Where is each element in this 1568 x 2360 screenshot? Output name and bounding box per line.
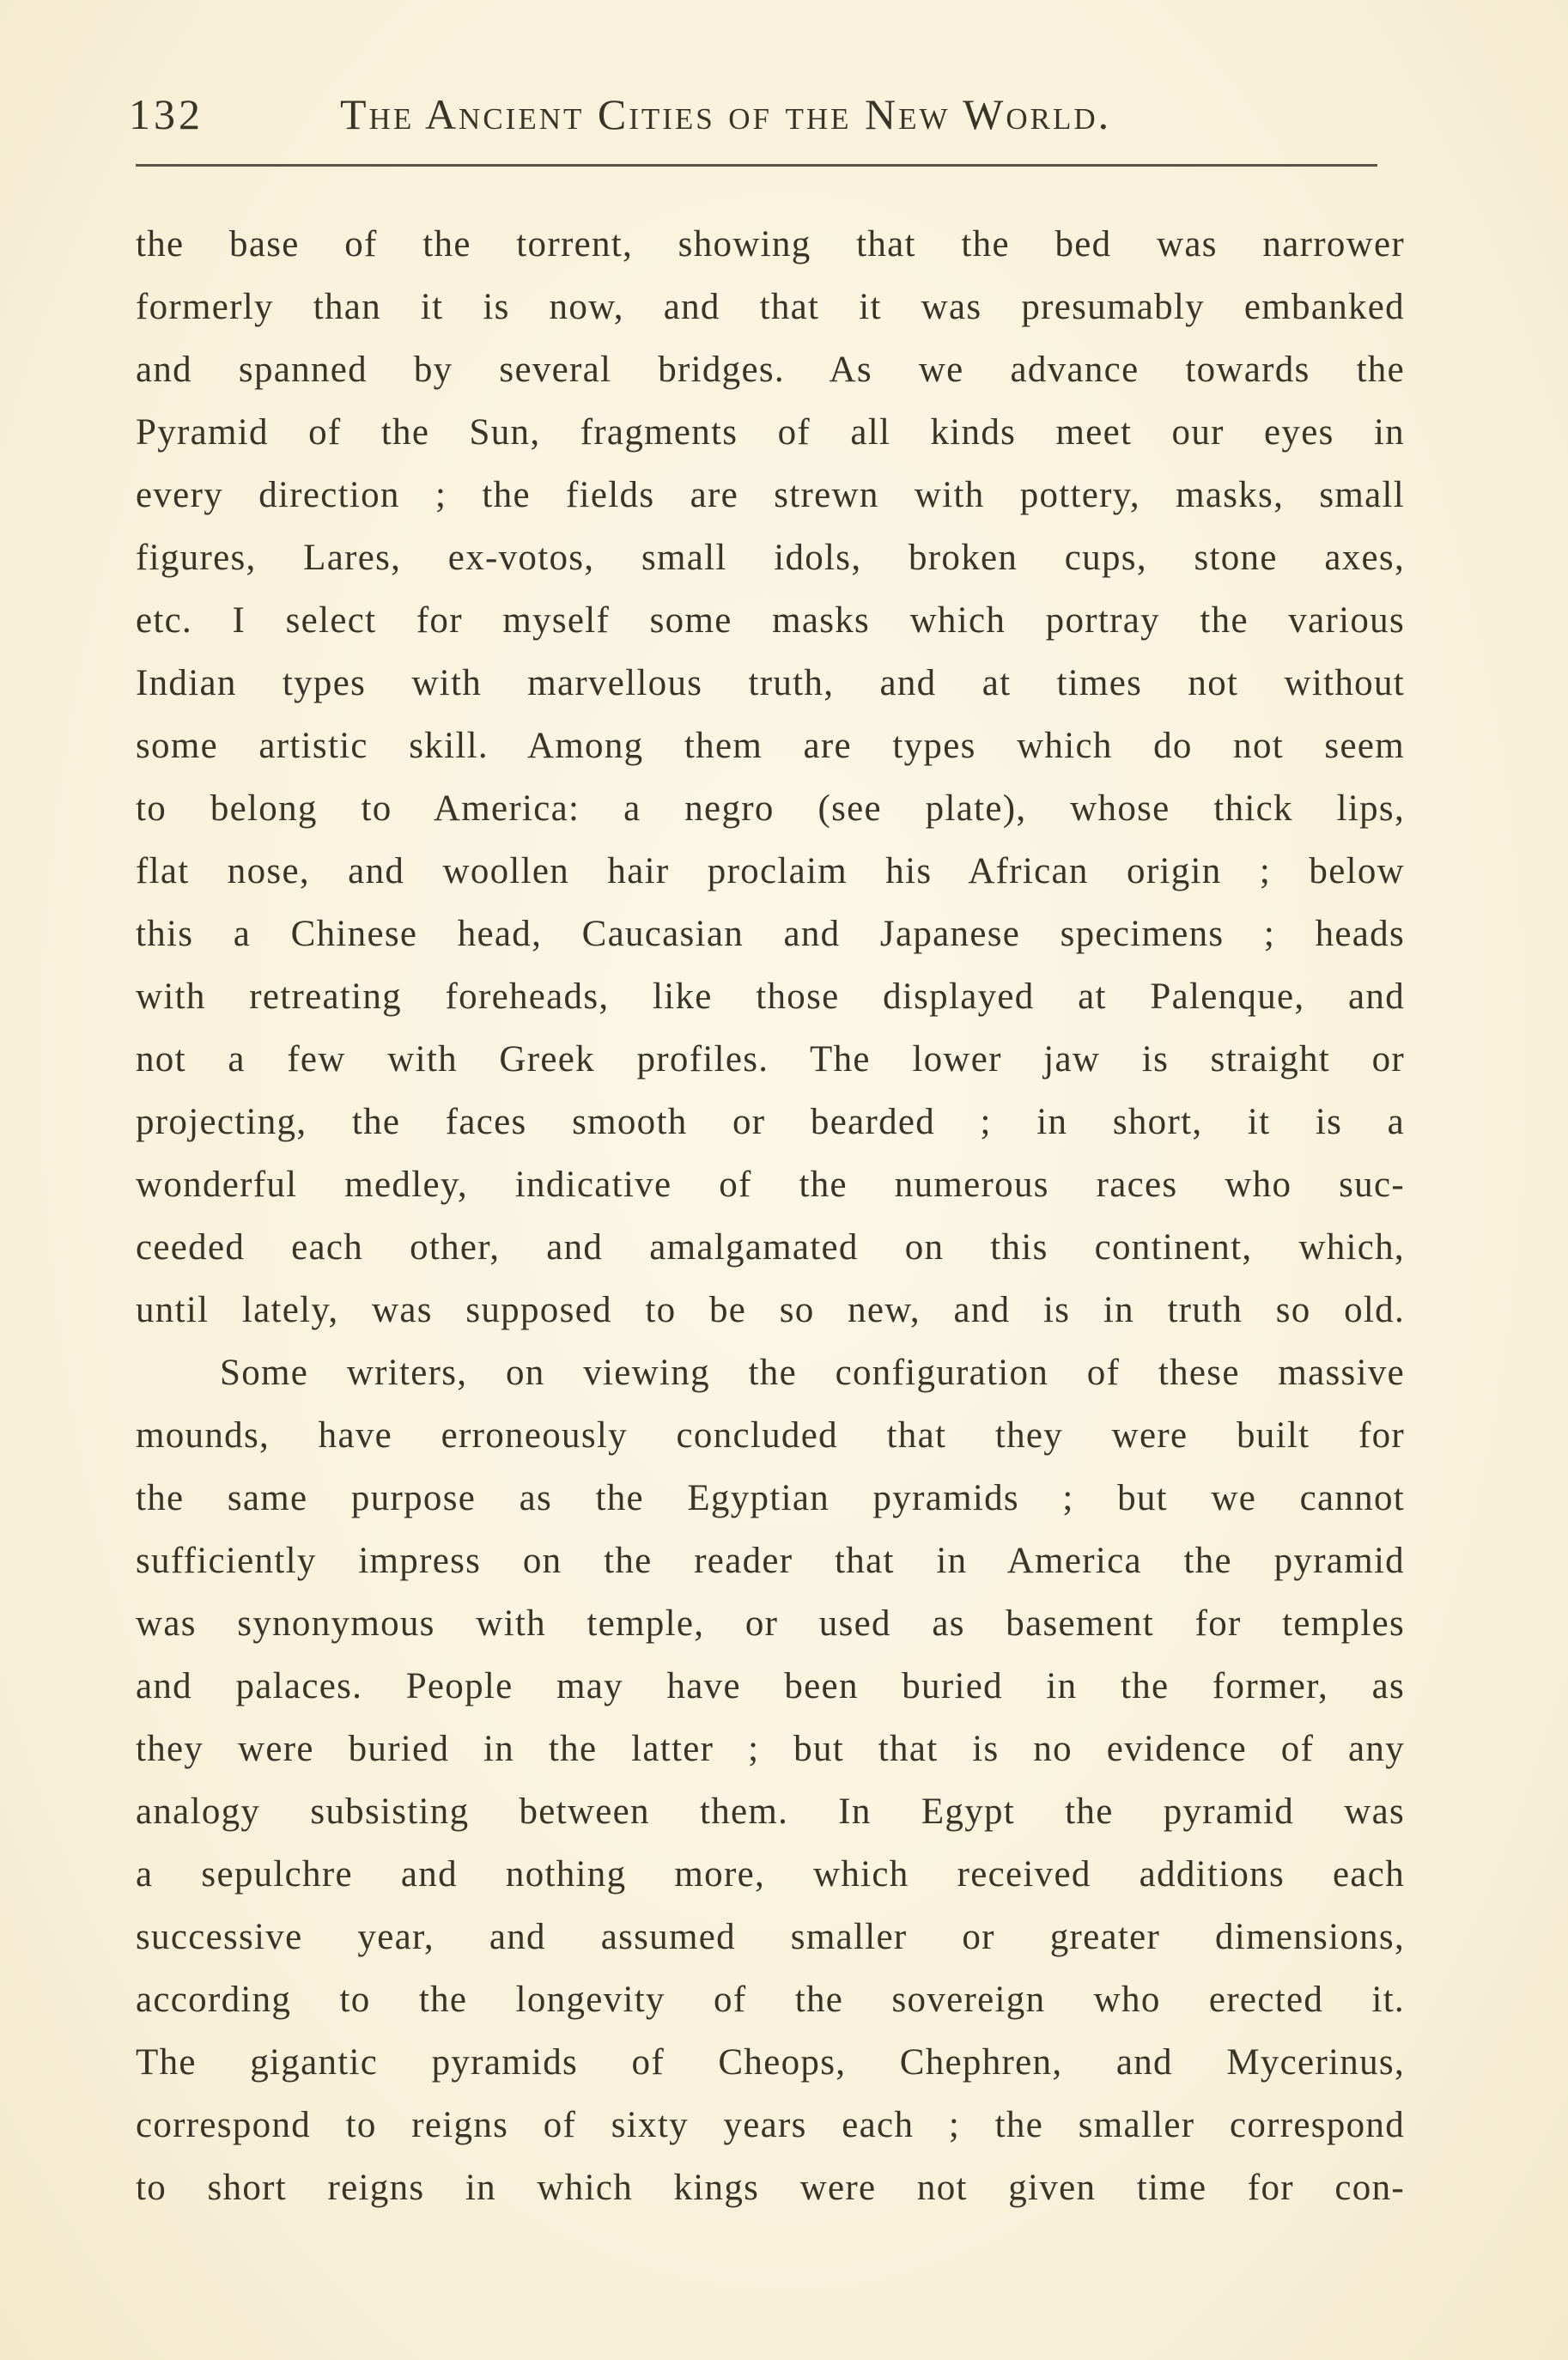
text-line: was synonymous with temple, or used as basement for temples — [136, 1603, 1405, 1644]
text-line: the same purpose as the Egyptian pyramids ; but we cannot — [136, 1478, 1405, 1518]
text-line: to belong to America: a negro (see plate), whose thick lips, — [136, 788, 1405, 829]
text-line: Some writers, on viewing the configuration of these massive — [220, 1353, 1405, 1393]
text-line: Pyramid of the Sun, fragments of all kinds meet our eyes in — [136, 412, 1405, 453]
text-line: they were buried in the latter ; but that is no evidence of any — [136, 1729, 1405, 1769]
text-line: and spanned by several bridges. As we advance towards the — [136, 350, 1405, 390]
running-title: The Ancient Cities of the New World. — [340, 90, 1112, 138]
text-line: until lately, was supposed to be so new, and is in truth so old. — [136, 1290, 1405, 1330]
text-line: a sepulchre and nothing more, which received additions each — [136, 1854, 1405, 1895]
text-line: The gigantic pyramids of Cheops, Chephren, and Mycerinus, — [136, 2042, 1405, 2083]
text-line: the base of the torrent, showing that the bed was narrower — [136, 224, 1405, 265]
paragraph-1 — [136, 213, 1405, 1341]
text-line: wonderful medley, indicative of the numerous races who suc- — [136, 1165, 1405, 1205]
text-line: ceeded each other, and amalgamated on this continent, which, — [136, 1227, 1405, 1268]
text-line: formerly than it is now, and that it was presumably embanked — [136, 287, 1405, 327]
text-line: Indian types with marvellous truth, and at times not without — [136, 663, 1405, 703]
text-line: sufficiently impress on the reader that in America the pyramid — [136, 1541, 1405, 1581]
text-line: this a Chinese head, Caucasian and Japanese specimens ; heads — [136, 914, 1405, 954]
text-line: according to the longevity of the sovereign who erected it. — [136, 1980, 1405, 2020]
text-line: to short reigns in which kings were not given time for con- — [136, 2168, 1405, 2208]
text-line: successive year, and assumed smaller or greater dimensions, — [136, 1917, 1405, 1957]
header-rule — [136, 164, 1377, 167]
text-line: some artistic skill. Among them are types which do not seem — [136, 726, 1405, 766]
text-line: with retreating foreheads, like those displayed at Palenque, and — [136, 976, 1405, 1017]
text-line: etc. I select for myself some masks which portray the various — [136, 600, 1405, 641]
text-line: figures, Lares, ex-votos, small idols, broken cups, stone axes, — [136, 538, 1405, 578]
text-line: mounds, have erroneously concluded that they were built for — [136, 1415, 1405, 1456]
text-line: correspond to reigns of sixty years each ; the smaller correspond — [136, 2105, 1405, 2145]
paragraph-2 — [136, 1341, 1405, 2219]
running-header — [129, 84, 1374, 144]
page-number: 132 — [129, 90, 204, 138]
body-text — [136, 213, 1405, 2219]
text-line: flat nose, and woollen hair proclaim his African origin ; below — [136, 851, 1405, 891]
text-line: every direction ; the fields are strewn with pottery, masks, small — [136, 475, 1405, 515]
text-line: and palaces. People may have been buried in the former, as — [136, 1666, 1405, 1706]
text-line: not a few with Greek profiles. The lower jaw is straight or — [136, 1039, 1405, 1080]
text-line: analogy subsisting between them. In Egypt the pyramid was — [136, 1791, 1405, 1832]
text-line: projecting, the faces smooth or bearded ; in short, it is a — [136, 1102, 1405, 1142]
